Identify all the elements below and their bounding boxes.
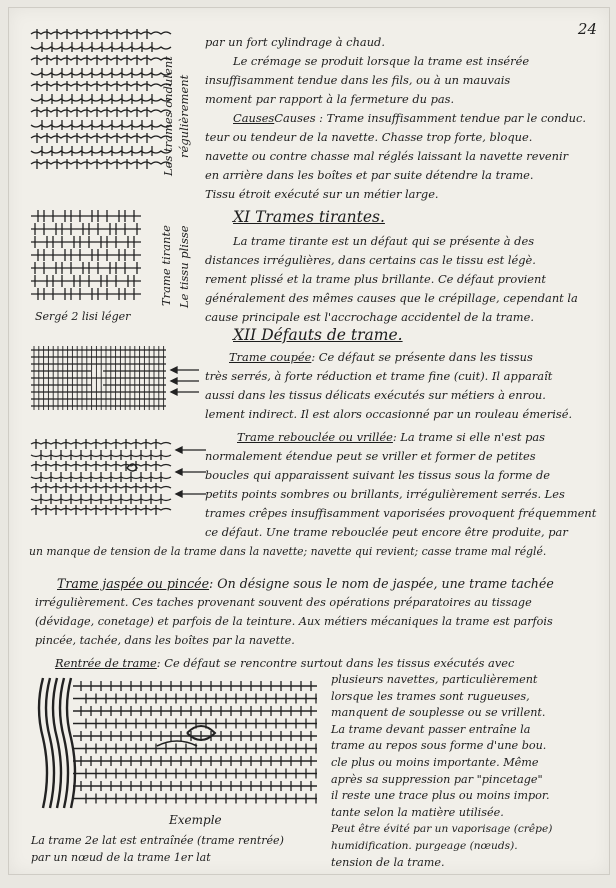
text-run: : La trame si elle n'est pas (392, 430, 545, 444)
text-line: généralement des mêmes causes que le crépillage, cependant la (205, 291, 578, 305)
text-line: humidification. purgeage (nœuds). (331, 839, 518, 852)
text-line: La trame tirante est un défaut qui se présente à des (233, 234, 535, 248)
text-line: aussi dans les tissus délicats exécutés sur métiers à enrou. (205, 388, 546, 402)
side-label-tirante-2: Le tissu plisse (177, 225, 191, 308)
text-line: irrégulièrement. Ces taches provenant souvent des opérations préparatoires au tissage (35, 596, 532, 609)
text-line: lorsque les trames sont rugueuses, (331, 689, 530, 703)
text-line: par un fort cylindrage à chaud. (205, 35, 385, 49)
text-line: en arrière dans les boîtes et par suite détendre la trame. (205, 168, 534, 182)
section3-text-b (205, 428, 596, 542)
text-line: insuffisamment tendue dans les fils, ou à un mauvais (205, 73, 511, 87)
text-line: Le crémage se produit lorsque la trame est insérée (233, 54, 530, 68)
text-line: il reste une trace plus ou moins impor. (331, 789, 550, 803)
text-line: trame au repos sous forme d'une bou. (331, 739, 547, 753)
text-run: : Ce défaut se rencontre surtout dans les tissus exécutés avec (156, 656, 515, 670)
text-line: cle plus ou moins importante. Même (331, 755, 539, 769)
handwritten-page (8, 7, 610, 875)
subtitle-trame-rebouclee: Trame rebouclée ou vrillée (237, 430, 393, 444)
section5-text (331, 672, 552, 871)
subtitle-rentree-de-trame: Rentrée de trame (55, 656, 157, 670)
text-line (205, 348, 572, 367)
text-line: distances irrégulières, dans certains cas le tissu est légè. (205, 253, 536, 267)
text-line: très serrés, à forte réduction et trame fine (cuit). Il apparaît (205, 369, 553, 383)
section3-title: XII Défauts de trame. (233, 326, 403, 344)
text-line: navette ou contre chasse mal réglés laissant la navette revenir (205, 149, 569, 163)
side-label-wavy-2: régulièrement (177, 74, 191, 158)
causes-label: Causes (233, 111, 275, 125)
text-line: lement indirect. Il est alors occasionné par un rouleau émerisé. (205, 407, 573, 421)
causes-text: Causes : Trame insuffisamment tendue par le conduc. (274, 111, 587, 125)
section2-title: XI Trames tirantes. (233, 208, 385, 226)
fabric-sketch-looped-weft (31, 438, 211, 520)
fabric-sketch-wavy-weft (31, 26, 171, 181)
text-line: tante selon la matière utilisée. (331, 805, 504, 819)
text-line: petits points sombres ou brillants, irrégulièrement serrés. Les (205, 487, 565, 501)
fabric-sketch-cut-weft (31, 346, 211, 416)
text-line: pincée, tachée, dans les boîtes par la navette. (35, 634, 295, 647)
fabric-sketch-twill (31, 208, 149, 308)
section5-caption (31, 832, 284, 866)
text-line: après sa suppression par "pincetage" (331, 772, 543, 786)
section1-text (205, 33, 586, 204)
section3-text-c (29, 542, 546, 561)
text-line: (dévidage, conetage) et parfois de la teinture. Aux métiers mécaniques la trame est parfois (35, 615, 553, 628)
text-line: rement plissé et la trame plus brillante. Ce défaut provient (205, 272, 546, 286)
section5-first-line (55, 654, 514, 673)
side-label-tirante-1: Trame tirante (159, 225, 173, 306)
text-line: manquent de souplesse ou se vrillent. (331, 706, 546, 720)
text-line: ce défaut. Une trame rebouclée peut encore être produite, par (205, 525, 568, 539)
page-number: 24 (577, 20, 597, 38)
text-line: plusieurs navettes, particulièrement (331, 673, 538, 686)
section2-text (205, 232, 578, 327)
text-run: : Ce défaut se présente dans les tissus (311, 350, 533, 364)
section4-text (35, 574, 554, 650)
twill-caption: Sergé 2 lisi léger (35, 310, 131, 323)
text-line: normalement étendue peut se vriller et former de petites (205, 449, 536, 463)
text-line (55, 654, 514, 673)
text-line: teur ou tendeur de la navette. Chasse trop forte, bloque. (205, 130, 533, 144)
side-label-wavy-1: Les trames ondulent (161, 56, 175, 176)
text-line: boucles qui apparaissent suivant les tissus sous la forme de (205, 468, 551, 482)
text-line: trames crêpes insuffisamment vaporisées provoquent fréquemment (205, 506, 597, 520)
text-line (205, 428, 596, 447)
caption-line: La trame 2e lat est entraînée (trame rentrée) (31, 834, 284, 847)
subtitle-trame-coupee: Trame coupée (229, 350, 312, 364)
example-label: Exemple (169, 813, 222, 827)
fabric-sketch-weft-reentry (37, 678, 327, 810)
caption-line: par un nœud de la trame 1er lat (31, 851, 211, 864)
text-line (35, 574, 554, 593)
text-line: Peut être évité par un vaporisage (crêpe) (331, 823, 553, 836)
text-line: tension de la trame. (331, 855, 445, 869)
text-line: La trame devant passer entraîne la (331, 722, 531, 736)
text-line: Tissu étroit exécuté sur un métier large. (205, 187, 439, 201)
text-line: cause principale est l'accrochage accidentel de la trame. (205, 310, 534, 324)
text-line: un manque de tension de la trame dans la navette; navette qui revient; casse trame mal réglé. (29, 545, 547, 558)
text-line (205, 109, 586, 128)
subtitle-trame-jaspee: Trame jaspée ou pincée (57, 576, 210, 591)
text-line: moment par rapport à la fermeture du pas. (205, 92, 455, 106)
section3-text-a (205, 348, 572, 424)
text-run: : On désigne sous le nom de jaspée, une trame tachée (209, 576, 554, 591)
